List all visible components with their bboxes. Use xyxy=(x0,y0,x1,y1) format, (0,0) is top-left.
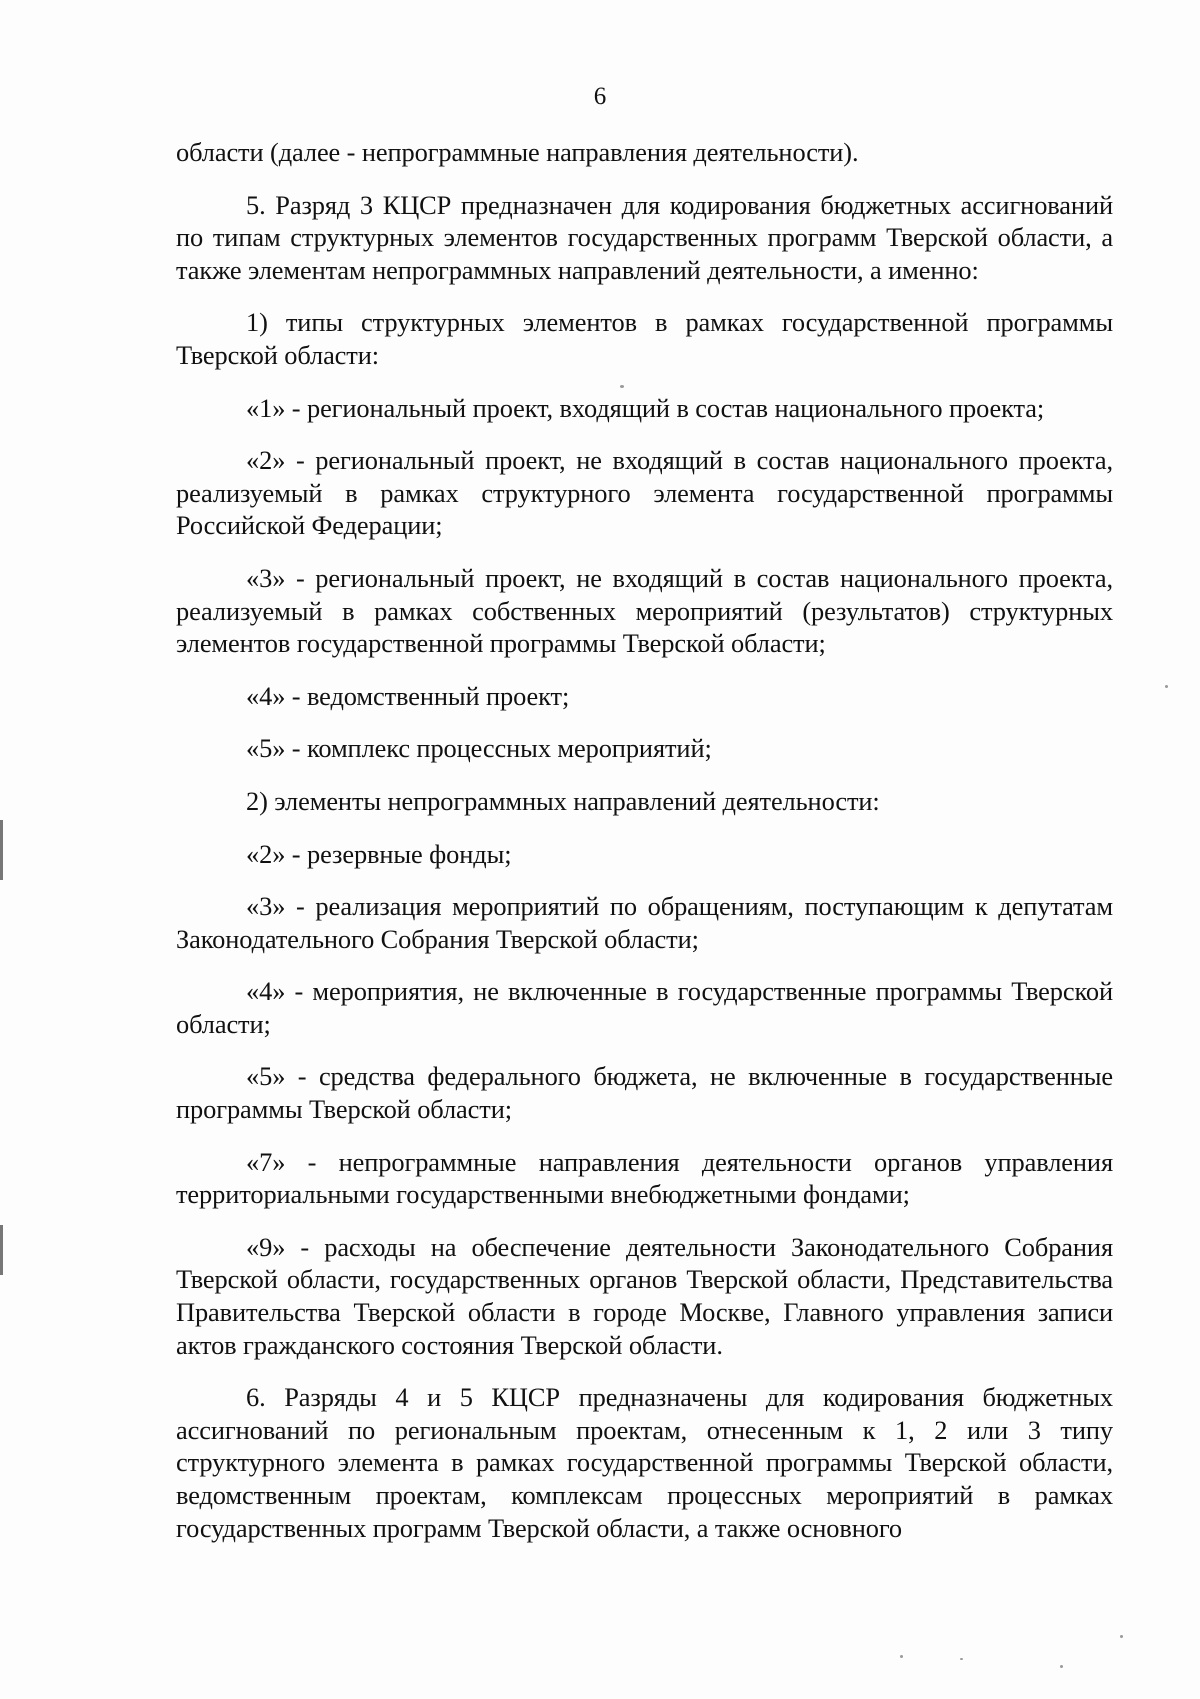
paragraph-1: 5. Разряд 3 КЦСР предназначен для кодирования бюджетных ассигнований по типам структурных элементов государственных программ Тверской области, а также элементам непрограммных направлений деятельности, а именно: xyxy=(176,189,1113,285)
paragraph-4: «2» - региональный проект, не входящий в состав национального проекта, реализуемый в рамках структурного элемента государственной программы Российской Федерации; xyxy=(176,445,1113,541)
scan-speck xyxy=(1060,1665,1063,1668)
paragraph-8: 2) элементы непрограммных направлений деятельности: xyxy=(246,785,880,816)
page-number: 6 xyxy=(593,83,607,110)
paragraph-12: «5» - средства федерального бюджета, не включенные в государственные программы Тверской области; xyxy=(176,1061,1113,1125)
paragraph-0: области (далее - непрограммные направления деятельности). xyxy=(176,137,859,167)
scan-speck xyxy=(620,385,624,388)
scan-edge-mark xyxy=(0,820,3,880)
scan-speck xyxy=(1120,1635,1123,1638)
paragraph-6: «4» - ведомственный проект; xyxy=(246,680,570,711)
paragraph-14: «9» - расходы на обеспечение деятельности Законодательного Собрания Тверской области, государственных органов Тверской области, Представительства Правительства Тверской области в городе Москве, Главного управления записи актов гражданского состояния Тверской области. xyxy=(176,1231,1113,1360)
scan-speck xyxy=(1165,685,1168,688)
paragraph-3: «1» - региональный проект, входящий в состав национального проекта; xyxy=(246,392,1045,423)
scan-speck xyxy=(900,1655,903,1658)
document-body xyxy=(176,136,1113,1564)
paragraph-13: «7» - непрограммные направления деятельности органов управления территориальными государственными внебюджетными фондами; xyxy=(176,1146,1113,1210)
paragraph-10: «3» - реализация мероприятий по обращениям, поступающим к депутатам Законодательного Собрания Тверской области; xyxy=(176,891,1113,954)
scan-edge-mark xyxy=(0,1225,3,1275)
paragraph-5: «3» - региональный проект, не входящий в состав национального проекта, реализуемый в рамках собственных мероприятий (результатов) структурных элементов государственной программы Тверской области; xyxy=(176,562,1113,659)
paragraph-9: «2» - резервные фонды; xyxy=(246,838,512,869)
paragraph-7: «5» - комплекс процессных мероприятий; xyxy=(246,733,712,764)
paragraph-11: «4» - мероприятия, не включенные в государственные программы Тверской области; xyxy=(176,976,1113,1039)
scan-speck xyxy=(960,1658,963,1660)
paragraph-15: 6. Разряды 4 и 5 КЦСР предназначены для кодирования бюджетных ассигнований по региональным проектам, отнесенным к 1, 2 или 3 типу структурного элемента в рамках государственной программы Тверской области, ведомственным проектам, комплексам процессных мероприятий в рамках государственных программ Тверской области, а также основного xyxy=(176,1382,1113,1543)
paragraph-2: 1) типы структурных элементов в рамках государственной программы Тверской области: xyxy=(176,307,1113,370)
